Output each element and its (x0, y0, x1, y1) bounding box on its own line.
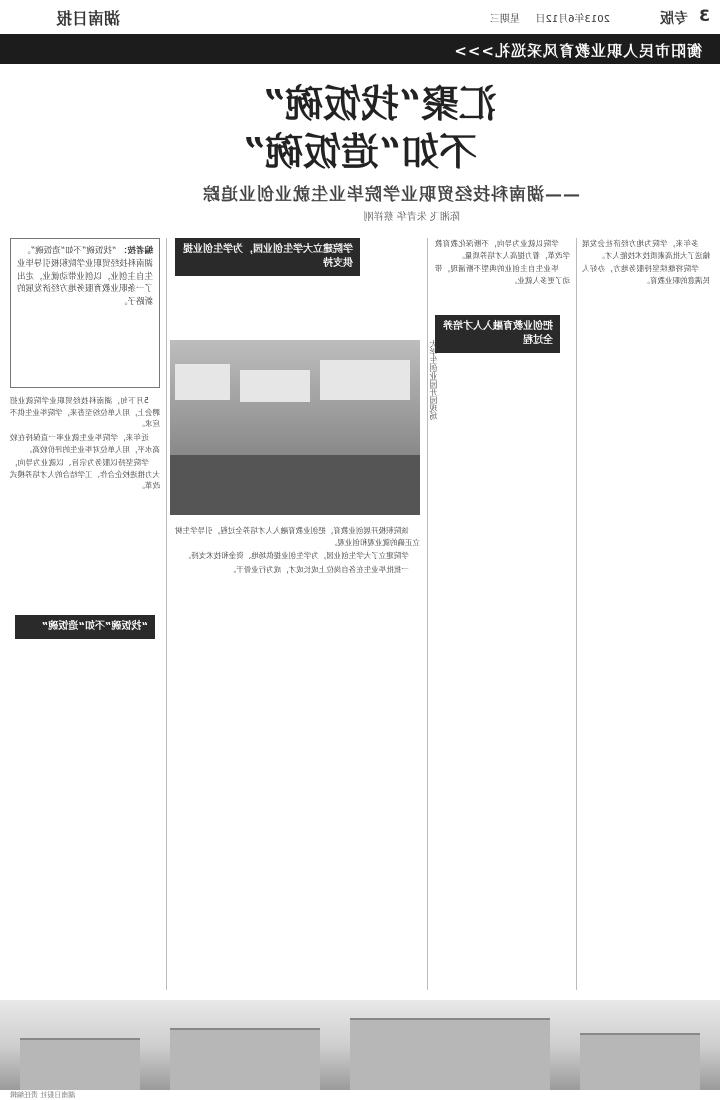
editor-note-box (10, 238, 160, 388)
paragraph: 该院积极开展创业教育，把创业教育融入人才培养全过程，引导学生树立正确的就业观和创业观。 (175, 526, 420, 547)
byline: 陈湘飞 朱青华 蔡祥刚 (363, 212, 460, 223)
section-title: 衡阳市民人职业教育风采巡礼>>> (453, 42, 702, 60)
tent-shape (175, 364, 230, 400)
building-shape (350, 1018, 550, 1090)
issue-weekday: 星期三 (490, 14, 520, 25)
pull-quote: 学院建立大学生创业园，为学生创业提供支持 (175, 238, 360, 276)
masthead (0, 0, 720, 36)
paragraph: 多年来，学院为地方经济社会发展输送了大批高素质技术技能人才。 (582, 239, 710, 260)
paragraph: 近年来，学院毕业生就业率一直保持在较高水平，用人单位对毕业生的评价较高。 (10, 432, 160, 454)
paragraph: 一批批毕业生在各自岗位上成长成才，成为行业骨干。 (228, 564, 409, 574)
page-label: 专版 (660, 11, 688, 27)
building-shape (20, 1038, 140, 1090)
paragraph: 学院以就业为导向，不断深化教育教学改革，着力提高人才培养质量。 (435, 239, 570, 260)
article-column-2 (175, 525, 420, 990)
pull-quote: 把创业教育融入人才培养全过程 (435, 315, 560, 353)
paragraph: 学院建立了大学生创业园，为学生创业提供场地、资金和技术支持。 (183, 551, 409, 561)
crowd-shape (170, 455, 420, 515)
tent-shape (320, 360, 410, 400)
article-column-1 (10, 395, 160, 990)
page-number: 3 (698, 6, 710, 25)
section-band (0, 34, 720, 64)
campus-building-photo (0, 1000, 720, 1090)
paragraph: 5月下旬，湖南科技经贸职业学院就业招聘会上，用人单位纷至沓来，学院毕业生供不应求。 (10, 396, 160, 429)
building-shape (170, 1028, 320, 1090)
subtitle: ——湖南科技经贸职业学院毕业生就业创业追踪 (202, 185, 580, 205)
headline-line-1: 汇聚“找饭碗” (263, 81, 497, 126)
pull-quote: “找饭碗”不如“造饭碗” (15, 615, 155, 639)
headline-line-2: 不如“造饭碗” (243, 128, 477, 174)
issue-date: 2013年6月12日 (535, 14, 610, 25)
paragraph: 毕业生自主创业的典型不断涌现，带动了更多人就业。 (435, 264, 570, 285)
paragraph: 学院将继续坚持服务地方，办好人民满意的职业教育。 (582, 264, 710, 285)
paper-name: 湖南日报 (55, 9, 120, 28)
footer-text: 湖南日报社 责任编辑 (10, 1091, 76, 1099)
building-shape (580, 1033, 700, 1090)
paragraph: 学院坚持以服务为宗旨、以就业为导向，大力推进校企合作、工学结合的人才培养模式改革。 (10, 458, 160, 491)
column-rule (166, 238, 167, 990)
column-rule (576, 238, 577, 990)
tent-shape (240, 370, 310, 402)
editor-note-text: “找饭碗”不如“造饭碗”。湖南科技经贸职业学院积极引导毕业生自主创业，以创业带动就业，走出了一条职业教育服务地方经济发展的新路子。 (16, 246, 153, 307)
footer (0, 1090, 720, 1100)
photo-caption: 大学生创业园开园现场 (429, 340, 438, 420)
campus-market-photo (170, 340, 420, 515)
editor-note-label: 编者按： (118, 246, 153, 256)
article-column-4 (582, 238, 710, 990)
headline (100, 80, 660, 175)
